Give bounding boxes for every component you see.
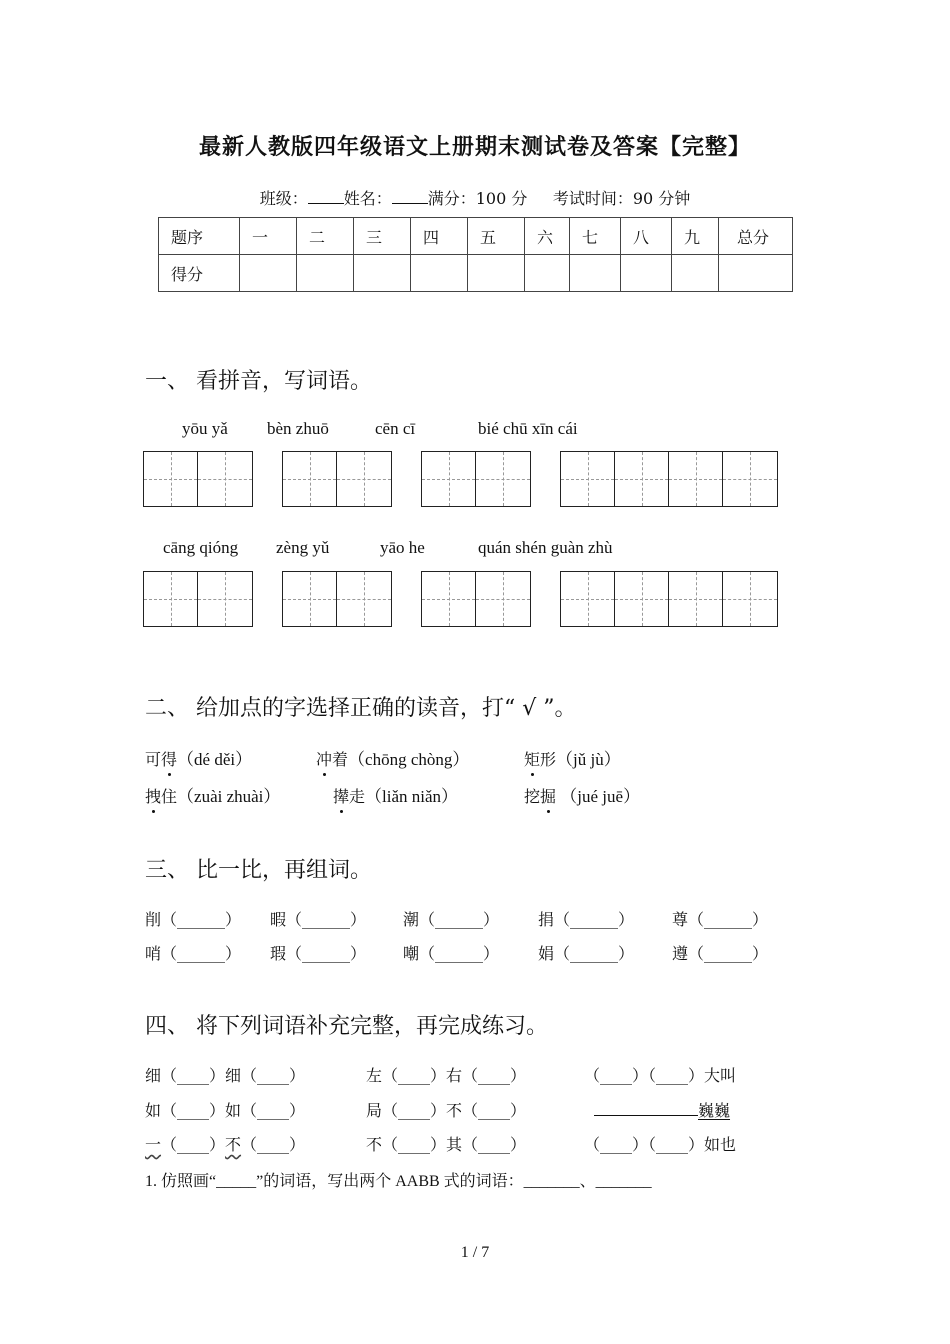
writing-grid[interactable] <box>421 571 531 627</box>
exam-info <box>0 186 950 209</box>
idiom-fill[interactable]: 一（____）不（____） <box>145 1135 306 1154</box>
idiom-fill[interactable]: 细（____）细（____） <box>145 1066 306 1085</box>
name-label: 姓名： <box>343 189 392 208</box>
writing-cell[interactable] <box>422 452 476 506</box>
dotted-char: 拽 <box>145 784 161 807</box>
underlined-word: 巍巍 <box>698 1101 731 1120</box>
name-blank[interactable] <box>392 189 428 204</box>
writing-cell[interactable] <box>337 572 391 626</box>
writing-cell[interactable] <box>561 572 615 626</box>
writing-cell[interactable] <box>476 572 530 626</box>
reading-item: 冲着（chōng chòng） <box>316 745 469 770</box>
score-cell[interactable] <box>297 255 354 292</box>
writing-cell[interactable] <box>283 572 337 626</box>
writing-cell[interactable] <box>144 572 198 626</box>
dotted-char: 得 <box>161 747 177 770</box>
score-cell[interactable] <box>525 255 570 292</box>
idiom-fill[interactable]: 不（____）其（____） <box>366 1135 527 1154</box>
score-cell[interactable] <box>570 255 621 292</box>
score-cell[interactable] <box>468 255 525 292</box>
section4-heading: 四、 将下列词语补充完整，再完成练习。 <box>145 1014 548 1039</box>
section2-heading: 二、 给加点的字选择正确的读音，打“ √ ”。 <box>145 696 577 721</box>
reading-options[interactable]: （jǔ jù） <box>556 750 621 769</box>
writing-cell[interactable] <box>561 452 615 506</box>
wavy-char: 不 <box>225 1135 242 1154</box>
dotted-char: 冲 <box>316 747 332 770</box>
section1-heading: 一、 看拼音，写词语。 <box>145 369 372 394</box>
reading-options[interactable]: （dé děi） <box>177 750 253 769</box>
idiom-fill[interactable]: 左（____）右（____） <box>366 1066 527 1085</box>
idiom-fill[interactable]: 局（____）不（____） <box>366 1101 527 1120</box>
header-cell: 题序 <box>159 218 240 255</box>
writing-cell[interactable] <box>144 452 198 506</box>
writing-cell[interactable] <box>198 452 252 506</box>
pinyin-label: cāng qióng <box>163 538 239 557</box>
header-cell: 一 <box>240 218 297 255</box>
score-table-header-row <box>159 218 793 255</box>
class-label: 班级： <box>259 189 308 208</box>
writing-cell[interactable] <box>615 572 669 626</box>
word-pair[interactable]: 遵（______） <box>672 944 769 963</box>
header-cell: 五 <box>468 218 525 255</box>
writing-cell[interactable] <box>723 452 777 506</box>
reading-item: 可得（dé děi） <box>145 745 252 770</box>
reading-item: 撵走（liǎn niǎn） <box>333 782 458 807</box>
writing-cell[interactable] <box>615 452 669 506</box>
wavy-char: 一 <box>145 1135 162 1154</box>
score-cell[interactable] <box>719 255 793 292</box>
writing-cell[interactable] <box>283 452 337 506</box>
writing-grid[interactable] <box>143 451 253 507</box>
reading-options[interactable]: （chōng chòng） <box>348 750 470 769</box>
writing-row-1 <box>0 451 950 507</box>
reading-item: 矩形（jǔ jù） <box>524 745 621 770</box>
header-cell: 七 <box>570 218 621 255</box>
header-cell: 四 <box>411 218 468 255</box>
score-table-score-row <box>159 255 793 292</box>
idiom-fill[interactable]: 如（____）如（____） <box>145 1101 306 1120</box>
idiom-fill[interactable]: （____）（____）如也 <box>584 1135 737 1154</box>
word-pair[interactable]: 削（______） <box>145 910 242 929</box>
score-cell[interactable] <box>354 255 411 292</box>
pinyin-label: yāo he <box>380 538 425 557</box>
dotted-char: 撵 <box>333 784 349 807</box>
word-pair[interactable]: 娟（______） <box>538 944 635 963</box>
full-score: 满分：100 分 <box>427 189 528 208</box>
idiom-fill[interactable]: （____）（____）大叫 <box>584 1066 737 1085</box>
pinyin-label: bèn zhuō <box>267 419 329 438</box>
word-pair[interactable]: 尊（______） <box>672 910 769 929</box>
reading-options[interactable]: （jué juē） <box>556 787 641 806</box>
reading-options[interactable]: （liǎn niǎn） <box>365 787 459 806</box>
score-table <box>158 217 793 292</box>
writing-cell[interactable] <box>198 572 252 626</box>
header-cell: 二 <box>297 218 354 255</box>
pinyin-label: cēn cī <box>375 419 416 438</box>
writing-cell[interactable] <box>337 452 391 506</box>
score-cell[interactable] <box>621 255 672 292</box>
pinyin-label: quán shén guàn zhù <box>478 538 613 557</box>
header-cell: 总分 <box>719 218 793 255</box>
writing-grid[interactable] <box>282 451 392 507</box>
writing-grid[interactable] <box>560 571 778 627</box>
score-cell[interactable] <box>411 255 468 292</box>
writing-grid[interactable] <box>282 571 392 627</box>
question-1: 1. 仿照画“_____”的词语，写出两个 AABB 式的词语：_______、_______ <box>145 1173 652 1190</box>
word-pair[interactable]: 潮（______） <box>403 910 500 929</box>
idiom-fill-underlined[interactable] <box>594 1098 730 1121</box>
writing-cell[interactable] <box>669 572 723 626</box>
pinyin-label: zèng yǔ <box>276 538 330 557</box>
header-cell: 八 <box>621 218 672 255</box>
word-pair[interactable]: 暇（______） <box>270 910 367 929</box>
word-pair[interactable]: 嘲（______） <box>403 944 500 963</box>
reading-item: 拽住（zuài zhuài） <box>145 782 280 807</box>
section3-heading: 三、 比一比，再组词。 <box>145 858 372 883</box>
word-pair[interactable]: 瑕（______） <box>270 944 367 963</box>
writing-grid[interactable] <box>143 571 253 627</box>
pinyin-label: yōu yǎ <box>182 419 228 438</box>
page-title: 最新人教版四年级语文上册期末测试卷及答案【完整】 <box>198 134 751 160</box>
header-cell: 六 <box>525 218 570 255</box>
dotted-char: 矩 <box>524 747 540 770</box>
reading-options[interactable]: （zuài zhuài） <box>177 787 281 806</box>
writing-grid[interactable] <box>560 451 778 507</box>
row-label: 得分 <box>159 255 240 292</box>
class-blank[interactable] <box>308 189 344 204</box>
writing-grid[interactable] <box>421 451 531 507</box>
header-cell: 九 <box>672 218 719 255</box>
writing-cell[interactable] <box>476 452 530 506</box>
writing-cell[interactable] <box>723 572 777 626</box>
writing-row-2 <box>0 571 950 627</box>
exam-time: 考试时间：90 分钟 <box>552 189 691 208</box>
writing-cell[interactable] <box>669 452 723 506</box>
header-cell: 三 <box>354 218 411 255</box>
score-cell[interactable] <box>240 255 297 292</box>
reading-item: 挖掘 （jué juē） <box>524 782 640 807</box>
dotted-char: 掘 <box>540 784 556 807</box>
blank-line[interactable] <box>594 1101 698 1116</box>
page-number: 1 / 7 <box>460 1244 490 1261</box>
word-pair[interactable]: 捐（______） <box>538 910 635 929</box>
word-pair[interactable]: 哨（______） <box>145 944 242 963</box>
pinyin-label: bié chū xīn cái <box>478 419 578 438</box>
score-cell[interactable] <box>672 255 719 292</box>
writing-cell[interactable] <box>422 572 476 626</box>
